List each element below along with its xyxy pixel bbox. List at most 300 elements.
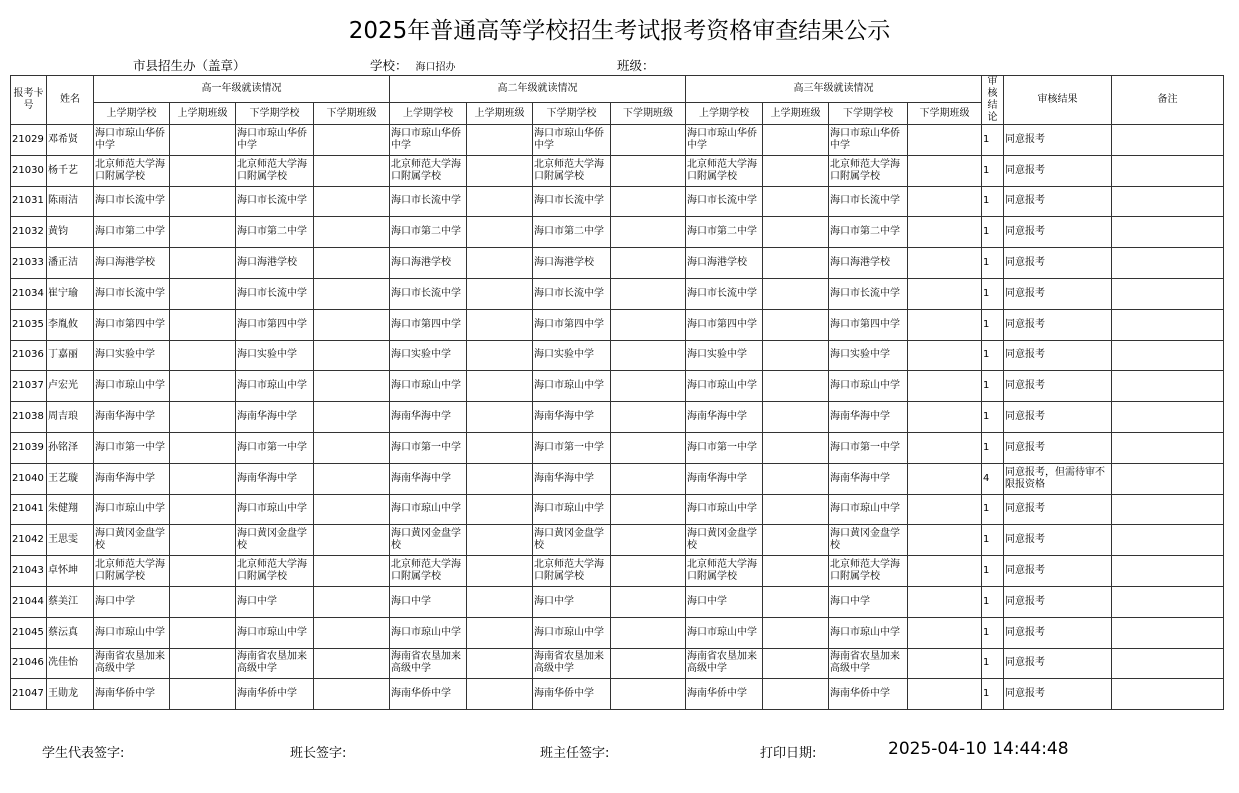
cell-grade3-sem1-school: 北京师范大学海口附属学校 bbox=[686, 556, 763, 587]
cell-grade3-sem2-school: 海口市第四中学 bbox=[829, 309, 908, 340]
cell-grade2-sem2-school: 海南华海中学 bbox=[533, 463, 611, 494]
teacher-signature-label: 班主任签字: bbox=[540, 746, 610, 761]
cell-grade3-sem1-school: 海南华侨中学 bbox=[686, 679, 763, 710]
header-remark: 备注 bbox=[1112, 76, 1224, 125]
cell-grade1-sem1-class bbox=[170, 402, 236, 433]
cell-grade3-sem2-class bbox=[908, 679, 982, 710]
cell-grade1-sem1-school: 海口市琼山中学 bbox=[94, 617, 170, 648]
cell-grade3-sem1-class bbox=[763, 217, 829, 248]
cell-grade2-sem1-school: 海口市长流中学 bbox=[390, 278, 467, 309]
cell-grade2-sem1-school: 北京师范大学海口附属学校 bbox=[390, 155, 467, 186]
cell-grade1-sem2-school: 海口市第一中学 bbox=[236, 432, 314, 463]
cell-grade3-sem2-school: 北京师范大学海口附属学校 bbox=[829, 155, 908, 186]
table-row bbox=[11, 617, 1224, 648]
header-grade3: 高三年级就读情况 bbox=[686, 76, 982, 103]
cell-result: 同意报考 bbox=[1004, 248, 1112, 279]
cell-grade1-sem2-class bbox=[314, 494, 390, 525]
cell-grade1-sem1-class bbox=[170, 679, 236, 710]
cell-remark bbox=[1112, 525, 1224, 556]
cell-grade1-sem2-school: 海南华海中学 bbox=[236, 402, 314, 433]
cell-grade1-sem2-class bbox=[314, 648, 390, 679]
cell-grade2-sem1-class bbox=[467, 556, 533, 587]
cell-grade3-sem1-school: 海口市琼山中学 bbox=[686, 371, 763, 402]
cell-grade3-sem2-school: 北京师范大学海口附属学校 bbox=[829, 556, 908, 587]
cell-id: 21033 bbox=[11, 248, 47, 279]
cell-conclusion: 1 bbox=[982, 402, 1004, 433]
cell-grade3-sem2-school: 海南省农垦加来高级中学 bbox=[829, 648, 908, 679]
cell-grade1-sem1-school: 海口市琼山中学 bbox=[94, 371, 170, 402]
cell-grade1-sem1-class bbox=[170, 125, 236, 156]
cell-grade2-sem1-school: 海口市长流中学 bbox=[390, 186, 467, 217]
cell-grade3-sem2-class bbox=[908, 371, 982, 402]
cell-grade2-sem2-class bbox=[611, 278, 686, 309]
cell-conclusion: 1 bbox=[982, 648, 1004, 679]
cell-grade3-sem2-school: 海口市琼山中学 bbox=[829, 494, 908, 525]
cell-grade3-sem1-class bbox=[763, 525, 829, 556]
cell-grade3-sem2-class bbox=[908, 248, 982, 279]
cell-grade3-sem2-school: 海口市琼山中学 bbox=[829, 371, 908, 402]
cell-remark bbox=[1112, 586, 1224, 617]
cell-result: 同意报考 bbox=[1004, 155, 1112, 186]
table-row bbox=[11, 648, 1224, 679]
cell-grade1-sem2-class bbox=[314, 125, 390, 156]
subheader-sem1-class: 上学期班级 bbox=[467, 103, 533, 125]
cell-id: 21044 bbox=[11, 586, 47, 617]
cell-grade1-sem1-class bbox=[170, 278, 236, 309]
cell-name: 杨千艺 bbox=[47, 155, 94, 186]
cell-grade1-sem2-class bbox=[314, 340, 390, 371]
cell-grade2-sem1-class bbox=[467, 186, 533, 217]
cell-grade3-sem1-class bbox=[763, 556, 829, 587]
cell-remark bbox=[1112, 186, 1224, 217]
cell-grade1-sem1-school: 海口海港学校 bbox=[94, 248, 170, 279]
subheader-sem2-school: 下学期学校 bbox=[829, 103, 908, 125]
cell-grade1-sem2-class bbox=[314, 278, 390, 309]
table-body bbox=[11, 125, 1224, 710]
cell-grade1-sem2-school: 海口市琼山华侨中学 bbox=[236, 125, 314, 156]
cell-grade3-sem2-class bbox=[908, 309, 982, 340]
cell-remark bbox=[1112, 556, 1224, 587]
header-result: 审核结果 bbox=[1004, 76, 1112, 125]
cell-grade3-sem2-class bbox=[908, 278, 982, 309]
header-grade1: 高一年级就读情况 bbox=[94, 76, 390, 103]
cell-grade1-sem2-class bbox=[314, 679, 390, 710]
cell-name: 冼佳怡 bbox=[47, 648, 94, 679]
student-signature-label: 学生代表签字: bbox=[42, 746, 125, 761]
cell-grade3-sem2-class bbox=[908, 402, 982, 433]
cell-remark bbox=[1112, 402, 1224, 433]
cell-name: 朱健翔 bbox=[47, 494, 94, 525]
cell-grade2-sem1-class bbox=[467, 217, 533, 248]
cell-grade2-sem2-school: 海口市琼山中学 bbox=[533, 494, 611, 525]
cell-name: 邓希贤 bbox=[47, 125, 94, 156]
subheader-sem2-school: 下学期学校 bbox=[236, 103, 314, 125]
cell-grade3-sem2-school: 海口黄冈金盘学校 bbox=[829, 525, 908, 556]
cell-grade3-sem2-class bbox=[908, 340, 982, 371]
subheader-sem2-class: 下学期班级 bbox=[908, 103, 982, 125]
cell-grade1-sem1-class bbox=[170, 494, 236, 525]
cell-grade2-sem2-class bbox=[611, 402, 686, 433]
cell-grade2-sem1-school: 海南华侨中学 bbox=[390, 679, 467, 710]
cell-remark bbox=[1112, 340, 1224, 371]
table-row bbox=[11, 309, 1224, 340]
cell-grade2-sem1-class bbox=[467, 586, 533, 617]
cell-grade1-sem2-school: 海口海港学校 bbox=[236, 248, 314, 279]
cell-grade1-sem1-school: 海口市第二中学 bbox=[94, 217, 170, 248]
header-conclusion: 审核结论 bbox=[982, 76, 1004, 125]
cell-id: 21030 bbox=[11, 155, 47, 186]
cell-grade1-sem1-class bbox=[170, 217, 236, 248]
cell-result: 同意报考 bbox=[1004, 309, 1112, 340]
cell-grade1-sem2-school: 海南华海中学 bbox=[236, 463, 314, 494]
cell-id: 21042 bbox=[11, 525, 47, 556]
cell-grade2-sem2-class bbox=[611, 248, 686, 279]
cell-grade1-sem2-school: 海口市长流中学 bbox=[236, 186, 314, 217]
table-row bbox=[11, 125, 1224, 156]
cell-grade1-sem1-class bbox=[170, 463, 236, 494]
cell-conclusion: 1 bbox=[982, 586, 1004, 617]
cell-remark bbox=[1112, 125, 1224, 156]
cell-grade2-sem2-school: 海口黄冈金盘学校 bbox=[533, 525, 611, 556]
cell-grade1-sem2-school: 海口市琼山中学 bbox=[236, 617, 314, 648]
cell-id: 21039 bbox=[11, 432, 47, 463]
class-label: 班级： bbox=[617, 58, 655, 73]
cell-name: 黄钧 bbox=[47, 217, 94, 248]
cell-grade3-sem1-school: 海南华海中学 bbox=[686, 463, 763, 494]
cell-grade2-sem1-class bbox=[467, 525, 533, 556]
cell-remark bbox=[1112, 155, 1224, 186]
table-row bbox=[11, 556, 1224, 587]
cell-grade2-sem1-class bbox=[467, 278, 533, 309]
cell-grade1-sem2-class bbox=[314, 402, 390, 433]
cell-grade2-sem1-class bbox=[467, 463, 533, 494]
cell-grade2-sem2-school: 海南省农垦加来高级中学 bbox=[533, 648, 611, 679]
cell-remark bbox=[1112, 494, 1224, 525]
cell-grade3-sem2-class bbox=[908, 525, 982, 556]
cell-grade1-sem1-school: 海口市长流中学 bbox=[94, 186, 170, 217]
cell-grade2-sem2-class bbox=[611, 463, 686, 494]
cell-grade1-sem2-class bbox=[314, 525, 390, 556]
cell-result: 同意报考 bbox=[1004, 278, 1112, 309]
cell-grade1-sem1-class bbox=[170, 155, 236, 186]
cell-grade3-sem1-class bbox=[763, 248, 829, 279]
cell-grade3-sem1-school: 海口黄冈金盘学校 bbox=[686, 525, 763, 556]
cell-grade3-sem1-class bbox=[763, 432, 829, 463]
cell-grade1-sem2-school: 海口实验中学 bbox=[236, 340, 314, 371]
cell-grade2-sem1-school: 海口实验中学 bbox=[390, 340, 467, 371]
cell-grade3-sem1-school: 海口市第二中学 bbox=[686, 217, 763, 248]
cell-grade2-sem2-school: 海口实验中学 bbox=[533, 340, 611, 371]
cell-grade3-sem2-school: 海口市琼山华侨中学 bbox=[829, 125, 908, 156]
cell-grade2-sem1-class bbox=[467, 648, 533, 679]
table-row bbox=[11, 217, 1224, 248]
cell-grade3-sem1-class bbox=[763, 278, 829, 309]
cell-grade3-sem1-class bbox=[763, 309, 829, 340]
cell-grade3-sem2-school: 海口市第一中学 bbox=[829, 432, 908, 463]
cell-grade1-sem1-school: 北京师范大学海口附属学校 bbox=[94, 556, 170, 587]
cell-result: 同意报考 bbox=[1004, 648, 1112, 679]
cell-grade1-sem1-school: 海口市琼山中学 bbox=[94, 494, 170, 525]
cell-grade2-sem1-class bbox=[467, 155, 533, 186]
cell-grade2-sem2-class bbox=[611, 309, 686, 340]
cell-grade3-sem1-class bbox=[763, 586, 829, 617]
cell-id: 21045 bbox=[11, 617, 47, 648]
cell-grade3-sem2-school: 海南华海中学 bbox=[829, 463, 908, 494]
cell-name: 卓怀坤 bbox=[47, 556, 94, 587]
cell-grade2-sem1-school: 海口市琼山华侨中学 bbox=[390, 125, 467, 156]
table-row bbox=[11, 278, 1224, 309]
table-row bbox=[11, 586, 1224, 617]
cell-conclusion: 1 bbox=[982, 371, 1004, 402]
cell-result: 同意报考 bbox=[1004, 371, 1112, 402]
cell-remark bbox=[1112, 278, 1224, 309]
cell-conclusion: 1 bbox=[982, 309, 1004, 340]
cell-grade1-sem2-school: 海口市长流中学 bbox=[236, 278, 314, 309]
subheader-sem2-class: 下学期班级 bbox=[314, 103, 390, 125]
cell-grade1-sem1-class bbox=[170, 248, 236, 279]
cell-grade1-sem1-class bbox=[170, 556, 236, 587]
cell-grade2-sem1-school: 海口中学 bbox=[390, 586, 467, 617]
cell-grade2-sem1-school: 海口市第一中学 bbox=[390, 432, 467, 463]
cell-grade3-sem2-school: 海口市长流中学 bbox=[829, 186, 908, 217]
cell-grade3-sem1-school: 海口市第四中学 bbox=[686, 309, 763, 340]
cell-grade3-sem1-school: 海口中学 bbox=[686, 586, 763, 617]
cell-grade1-sem2-school: 海口市第四中学 bbox=[236, 309, 314, 340]
table-row bbox=[11, 248, 1224, 279]
cell-grade3-sem1-school: 海口市长流中学 bbox=[686, 186, 763, 217]
subheader-sem2-school: 下学期学校 bbox=[533, 103, 611, 125]
cell-grade1-sem1-school: 海口市第四中学 bbox=[94, 309, 170, 340]
cell-result: 同意报考，但需待审不限报资格 bbox=[1004, 463, 1112, 494]
cell-id: 21047 bbox=[11, 679, 47, 710]
school-label: 学校： bbox=[370, 58, 408, 73]
cell-grade2-sem2-class bbox=[611, 125, 686, 156]
cell-result: 同意报考 bbox=[1004, 556, 1112, 587]
cell-grade3-sem2-class bbox=[908, 217, 982, 248]
cell-grade3-sem1-school: 海口市琼山中学 bbox=[686, 494, 763, 525]
cell-id: 21040 bbox=[11, 463, 47, 494]
page-title: 2025年普通高等学校招生考试报考资格审查结果公示 bbox=[348, 18, 891, 44]
cell-remark bbox=[1112, 217, 1224, 248]
cell-grade1-sem2-class bbox=[314, 186, 390, 217]
cell-grade1-sem2-class bbox=[314, 463, 390, 494]
cell-id: 21035 bbox=[11, 309, 47, 340]
cell-result: 同意报考 bbox=[1004, 217, 1112, 248]
cell-id: 21029 bbox=[11, 125, 47, 156]
cell-result: 同意报考 bbox=[1004, 186, 1112, 217]
cell-grade3-sem1-class bbox=[763, 679, 829, 710]
cell-result: 同意报考 bbox=[1004, 402, 1112, 433]
cell-grade3-sem1-school: 海口市琼山华侨中学 bbox=[686, 125, 763, 156]
subheader-sem1-class: 上学期班级 bbox=[763, 103, 829, 125]
cell-grade2-sem1-class bbox=[467, 402, 533, 433]
cell-id: 21043 bbox=[11, 556, 47, 587]
table-row bbox=[11, 494, 1224, 525]
cell-grade3-sem2-class bbox=[908, 494, 982, 525]
cell-grade1-sem1-class bbox=[170, 371, 236, 402]
cell-grade1-sem2-school: 海口市琼山中学 bbox=[236, 494, 314, 525]
cell-grade2-sem1-school: 海口市第四中学 bbox=[390, 309, 467, 340]
cell-grade1-sem1-class bbox=[170, 309, 236, 340]
cell-grade2-sem2-school: 海口市琼山中学 bbox=[533, 371, 611, 402]
subheader-sem1-school: 上学期学校 bbox=[390, 103, 467, 125]
subheader-sem1-school: 上学期学校 bbox=[686, 103, 763, 125]
cell-grade2-sem2-school: 海口市琼山华侨中学 bbox=[533, 125, 611, 156]
cell-id: 21031 bbox=[11, 186, 47, 217]
cell-grade2-sem2-class bbox=[611, 648, 686, 679]
cell-grade1-sem2-school: 北京师范大学海口附属学校 bbox=[236, 556, 314, 587]
cell-grade2-sem1-class bbox=[467, 125, 533, 156]
subheader-sem2-class: 下学期班级 bbox=[611, 103, 686, 125]
cell-grade3-sem2-school: 海南华侨中学 bbox=[829, 679, 908, 710]
cell-grade2-sem2-school: 海口中学 bbox=[533, 586, 611, 617]
cell-conclusion: 1 bbox=[982, 494, 1004, 525]
cell-conclusion: 1 bbox=[982, 340, 1004, 371]
print-date-label: 打印日期: bbox=[760, 746, 817, 761]
header-id: 报考卡号 bbox=[11, 76, 47, 125]
cell-conclusion: 1 bbox=[982, 432, 1004, 463]
cell-grade1-sem1-school: 海南华海中学 bbox=[94, 402, 170, 433]
cell-grade1-sem1-class bbox=[170, 586, 236, 617]
cell-grade2-sem2-class bbox=[611, 186, 686, 217]
cell-grade3-sem1-class bbox=[763, 402, 829, 433]
cell-grade2-sem1-class bbox=[467, 248, 533, 279]
cell-grade1-sem1-class bbox=[170, 648, 236, 679]
cell-grade1-sem2-school: 北京师范大学海口附属学校 bbox=[236, 155, 314, 186]
cell-grade1-sem2-school: 海南省农垦加来高级中学 bbox=[236, 648, 314, 679]
cell-remark bbox=[1112, 648, 1224, 679]
header-name: 姓名 bbox=[47, 76, 94, 125]
cell-grade2-sem1-school: 海口市琼山中学 bbox=[390, 371, 467, 402]
table-row bbox=[11, 340, 1224, 371]
cell-grade1-sem2-class bbox=[314, 217, 390, 248]
cell-grade2-sem1-school: 海口市琼山中学 bbox=[390, 617, 467, 648]
cell-grade2-sem2-class bbox=[611, 432, 686, 463]
table-row bbox=[11, 432, 1224, 463]
table-row bbox=[11, 679, 1224, 710]
cell-grade3-sem2-class bbox=[908, 432, 982, 463]
cell-grade1-sem1-school: 海口市第一中学 bbox=[94, 432, 170, 463]
cell-grade2-sem2-school: 海口市第一中学 bbox=[533, 432, 611, 463]
cell-result: 同意报考 bbox=[1004, 617, 1112, 648]
cell-grade1-sem2-class bbox=[314, 617, 390, 648]
cell-grade3-sem2-school: 海口实验中学 bbox=[829, 340, 908, 371]
cell-grade3-sem1-class bbox=[763, 155, 829, 186]
cell-result: 同意报考 bbox=[1004, 340, 1112, 371]
cell-grade3-sem1-school: 海口实验中学 bbox=[686, 340, 763, 371]
cell-grade3-sem1-class bbox=[763, 617, 829, 648]
cell-grade1-sem1-school: 海南华海中学 bbox=[94, 463, 170, 494]
cell-name: 潘正洁 bbox=[47, 248, 94, 279]
cell-grade3-sem1-school: 海口海港学校 bbox=[686, 248, 763, 279]
cell-grade3-sem2-class bbox=[908, 648, 982, 679]
table-row bbox=[11, 525, 1224, 556]
cell-grade2-sem1-class bbox=[467, 494, 533, 525]
cell-grade3-sem2-class bbox=[908, 586, 982, 617]
cell-id: 21038 bbox=[11, 402, 47, 433]
cell-result: 同意报考 bbox=[1004, 494, 1112, 525]
cell-grade2-sem2-class bbox=[611, 525, 686, 556]
cell-grade2-sem2-school: 海口市琼山中学 bbox=[533, 617, 611, 648]
cell-conclusion: 1 bbox=[982, 186, 1004, 217]
cell-grade3-sem2-school: 海口市琼山中学 bbox=[829, 617, 908, 648]
cell-remark bbox=[1112, 248, 1224, 279]
cell-grade1-sem2-school: 海口市第二中学 bbox=[236, 217, 314, 248]
table-row bbox=[11, 371, 1224, 402]
header-grade2: 高二年级就读情况 bbox=[390, 76, 686, 103]
cell-grade1-sem1-school: 海口市琼山华侨中学 bbox=[94, 125, 170, 156]
cell-grade3-sem1-class bbox=[763, 340, 829, 371]
cell-grade1-sem2-school: 海口市琼山中学 bbox=[236, 371, 314, 402]
cell-grade1-sem1-school: 海口中学 bbox=[94, 586, 170, 617]
cell-grade1-sem1-school: 海南华侨中学 bbox=[94, 679, 170, 710]
cell-grade2-sem2-school: 海口海港学校 bbox=[533, 248, 611, 279]
result-table bbox=[10, 75, 1224, 710]
cell-grade1-sem1-school: 海口黄冈金盘学校 bbox=[94, 525, 170, 556]
cell-remark bbox=[1112, 463, 1224, 494]
cell-grade2-sem2-school: 海口市第二中学 bbox=[533, 217, 611, 248]
cell-grade2-sem2-class bbox=[611, 155, 686, 186]
cell-grade1-sem2-class bbox=[314, 248, 390, 279]
cell-grade3-sem1-class bbox=[763, 463, 829, 494]
table-row bbox=[11, 155, 1224, 186]
cell-grade3-sem2-school: 海口市长流中学 bbox=[829, 278, 908, 309]
cell-grade2-sem2-school: 海南华侨中学 bbox=[533, 679, 611, 710]
cell-grade3-sem2-school: 海口海港学校 bbox=[829, 248, 908, 279]
cell-grade2-sem1-school: 海口市第二中学 bbox=[390, 217, 467, 248]
cell-conclusion: 1 bbox=[982, 248, 1004, 279]
cell-id: 21046 bbox=[11, 648, 47, 679]
cell-grade3-sem1-school: 海口市琼山中学 bbox=[686, 617, 763, 648]
cell-grade3-sem1-class bbox=[763, 125, 829, 156]
cell-grade1-sem2-class bbox=[314, 371, 390, 402]
cell-conclusion: 4 bbox=[982, 463, 1004, 494]
cell-grade2-sem2-class bbox=[611, 556, 686, 587]
cell-grade1-sem2-school: 海口黄冈金盘学校 bbox=[236, 525, 314, 556]
cell-grade2-sem1-class bbox=[467, 617, 533, 648]
cell-grade3-sem1-school: 北京师范大学海口附属学校 bbox=[686, 155, 763, 186]
cell-grade2-sem1-school: 海口黄冈金盘学校 bbox=[390, 525, 467, 556]
cell-remark bbox=[1112, 371, 1224, 402]
cell-grade1-sem2-class bbox=[314, 586, 390, 617]
cell-grade1-sem1-school: 海口实验中学 bbox=[94, 340, 170, 371]
cell-id: 21032 bbox=[11, 217, 47, 248]
cell-grade3-sem2-school: 海口市第二中学 bbox=[829, 217, 908, 248]
cell-grade2-sem2-class bbox=[611, 586, 686, 617]
cell-grade3-sem2-class bbox=[908, 617, 982, 648]
cell-name: 蔡沄真 bbox=[47, 617, 94, 648]
cell-grade3-sem2-class bbox=[908, 463, 982, 494]
cell-result: 同意报考 bbox=[1004, 125, 1112, 156]
table-row bbox=[11, 402, 1224, 433]
cell-grade3-sem1-class bbox=[763, 186, 829, 217]
table-row bbox=[11, 463, 1224, 494]
cell-conclusion: 1 bbox=[982, 217, 1004, 248]
cell-grade2-sem1-school: 海南省农垦加来高级中学 bbox=[390, 648, 467, 679]
cell-grade1-sem2-school: 海南华侨中学 bbox=[236, 679, 314, 710]
cell-name: 丁嘉丽 bbox=[47, 340, 94, 371]
cell-grade2-sem1-class bbox=[467, 432, 533, 463]
cell-id: 21037 bbox=[11, 371, 47, 402]
cell-grade2-sem1-class bbox=[467, 679, 533, 710]
cell-name: 王思雯 bbox=[47, 525, 94, 556]
cell-grade1-sem2-class bbox=[314, 155, 390, 186]
cell-grade1-sem2-school: 海口中学 bbox=[236, 586, 314, 617]
cell-name: 蔡美江 bbox=[47, 586, 94, 617]
table-header bbox=[11, 76, 1224, 125]
cell-grade3-sem1-class bbox=[763, 494, 829, 525]
cell-grade3-sem1-class bbox=[763, 371, 829, 402]
